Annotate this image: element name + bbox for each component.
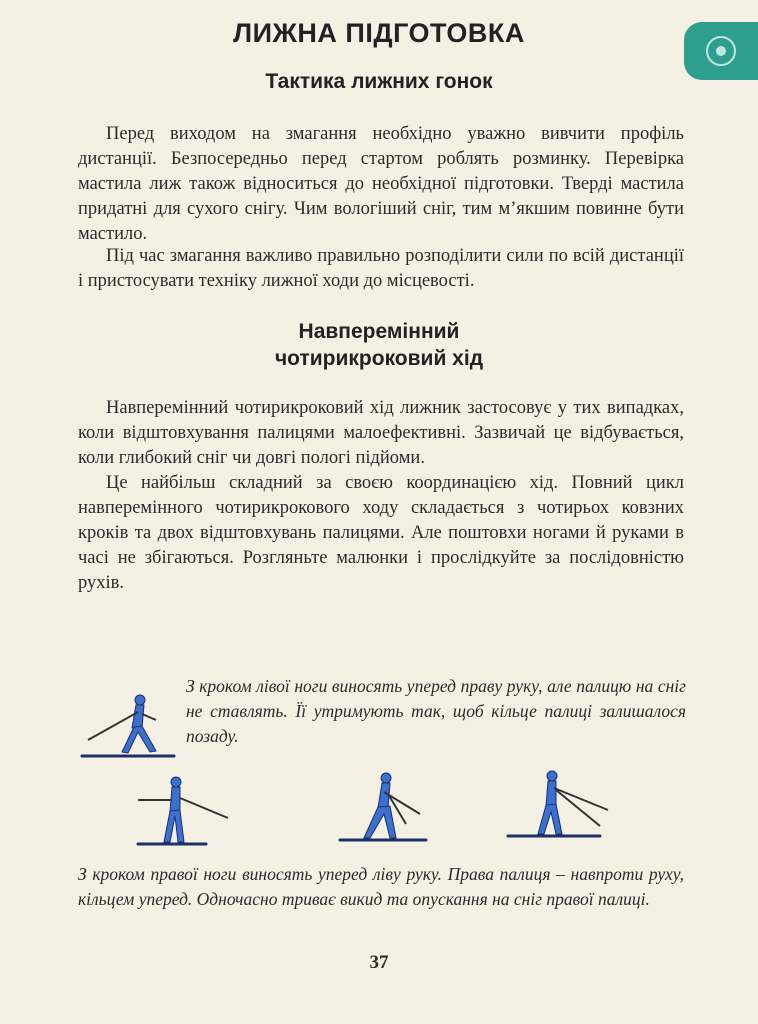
skier-illustration-1 [78, 690, 188, 770]
page-title: ЛИЖНА ПІДГОТОВКА [233, 18, 525, 48]
caption-right-leg: З кроком правої ноги виносять уперед ліву руку. Права палиця – навпроти руху, кільцем уперед. Одночасно триває викид та опускання на сніг правої палиці. [78, 864, 684, 909]
paragraph-tactics: Під час змагання важливо правильно розподілити сили по всій дистанції і пристосувати техніку лижної ходи до місцевості. [78, 246, 684, 291]
technique-heading-line2: чотирикроковий хід [274, 347, 484, 370]
paragraph-preparation: Перед виходом на змагання необхідно уважно вивчити профіль дистанції. Безпосередньо перед стартом роблять розминку. Перевірка мастила лиж також відноситься до необхідної підготовки. Тверді мастила придатні для сухого снігу. Чим вологіший сніг, тим м’якшим повинне бути мастило. [78, 124, 684, 244]
paragraph-technique-usage: Навперемінний чотирикроковий хід лижник застосовує у тих випадках, коли відштовхування палицями малоефективні. Зазвичай це відбувається, коли глибокий сніг чи довгі пологі підйоми. [78, 398, 684, 468]
section-title: Тактика лижних гонок [265, 70, 493, 93]
skier-illustration-2 [134, 770, 244, 855]
paragraph-technique-cycle: Це найбільш складний за своєю координацією хід. Повний цикл навперемінного чотирикрокового ходу складається з чотирьох ковзних кроків та двох відштовхувань палицями. Але поштовхи ногами й руками в часі не збігаються. Розгляньте малюнки і прослідкуйте за послідовністю рухів. [78, 473, 684, 593]
skier-illustration-3 [336, 768, 446, 853]
skier-illustration-4 [504, 766, 620, 851]
technique-heading-line1: Навперемінний [298, 320, 460, 343]
page-number: 37 [369, 952, 389, 973]
caption-left-leg: З кроком лівої ноги виносять уперед праву руку, але палицю на сніг не ставлять. Її утримують так, щоб кільце палиці залишалося позаду. [186, 676, 686, 746]
